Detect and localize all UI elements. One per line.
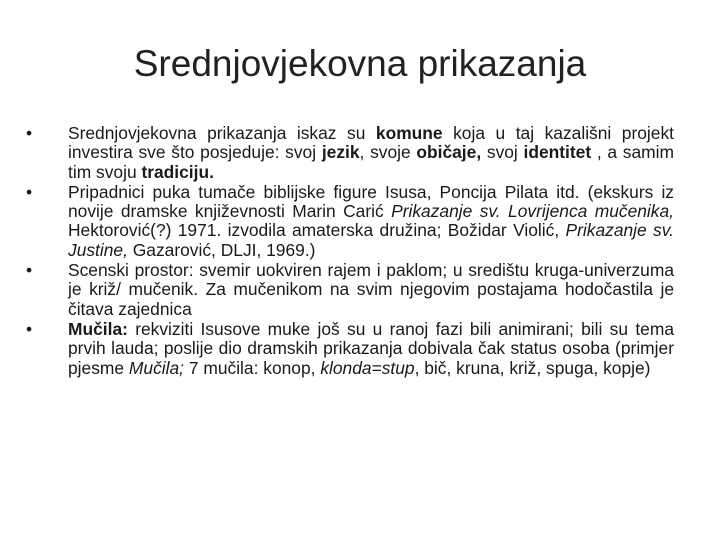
bullet-marker: • (26, 260, 33, 281)
bullet-text-bold: običaje, (416, 142, 482, 163)
bullet-text: , a samim tim svoju (68, 142, 675, 182)
bullet-text-italic: Prikazanje sv. Lovrijenca mučenika, (391, 201, 674, 222)
bullet-text: , bič, kruna, križ, spuga, kopje) (414, 357, 651, 378)
bullet-text: , svoje (359, 142, 417, 163)
bullet-text-italic: Mučila; (128, 357, 184, 378)
bullet-item (26, 261, 674, 319)
bullet-marker: • (26, 181, 33, 202)
bullet-text-bold: jezik (321, 142, 360, 163)
bullet-text-bold: komune (375, 123, 443, 143)
bullet-text: koja u taj kazališni projekt investira sve što posjeduje: svoj (68, 123, 674, 163)
bullet-text: Srednjovjekovna prikazanja iskaz su (68, 123, 376, 143)
bullet-text: Gazarović, DLJI, 1969.) (127, 239, 316, 260)
bullet-marker: • (26, 123, 33, 143)
slide-title: Srednjovjekovna prikazanja (133, 43, 587, 84)
bullet-marker: • (26, 318, 33, 339)
bullet-text-bold: tradiciju. (141, 161, 214, 182)
bullet-text: Hektorović(?) 1971. izvodila amaterska družina; Božidar Violić, (68, 220, 566, 241)
bullet-item (26, 124, 674, 182)
bullet-text-bold: identitet (523, 142, 592, 163)
bullet-item (26, 183, 674, 260)
bullet-text-bold: Mučila: (68, 318, 128, 339)
bullet-text: rekviziti Isusove muke još su u ranoj fazi bili animirani; bili su tema prvih lauda; poslije dio dramskih prikazanja dobivala čak status osoba (primjer pjesme (68, 318, 674, 378)
bullet-text: svoj (481, 142, 524, 163)
bullet-text: Pripadnici puka tumače biblijske figure Isusa, Poncija Pilata itd. (ekskurs iz novije dramske književnosti Marin Carić (68, 181, 674, 222)
bullet-text-italic: Prikazanje sv. Justine, (68, 220, 674, 260)
bullet-text: 7 mučila: konop, (184, 357, 321, 378)
bullet-item (26, 320, 674, 378)
bullet-text: Scenski prostor: svemir uokviren rajem i paklom; u središtu kruga-univerzuma je križ/ mučenik. Za mučenikom na svim njegovim postajama hodočastila je čitava zajednica (68, 260, 674, 319)
bullet-text-italic: klonda=stup (320, 357, 415, 378)
bullet-list (26, 124, 674, 379)
